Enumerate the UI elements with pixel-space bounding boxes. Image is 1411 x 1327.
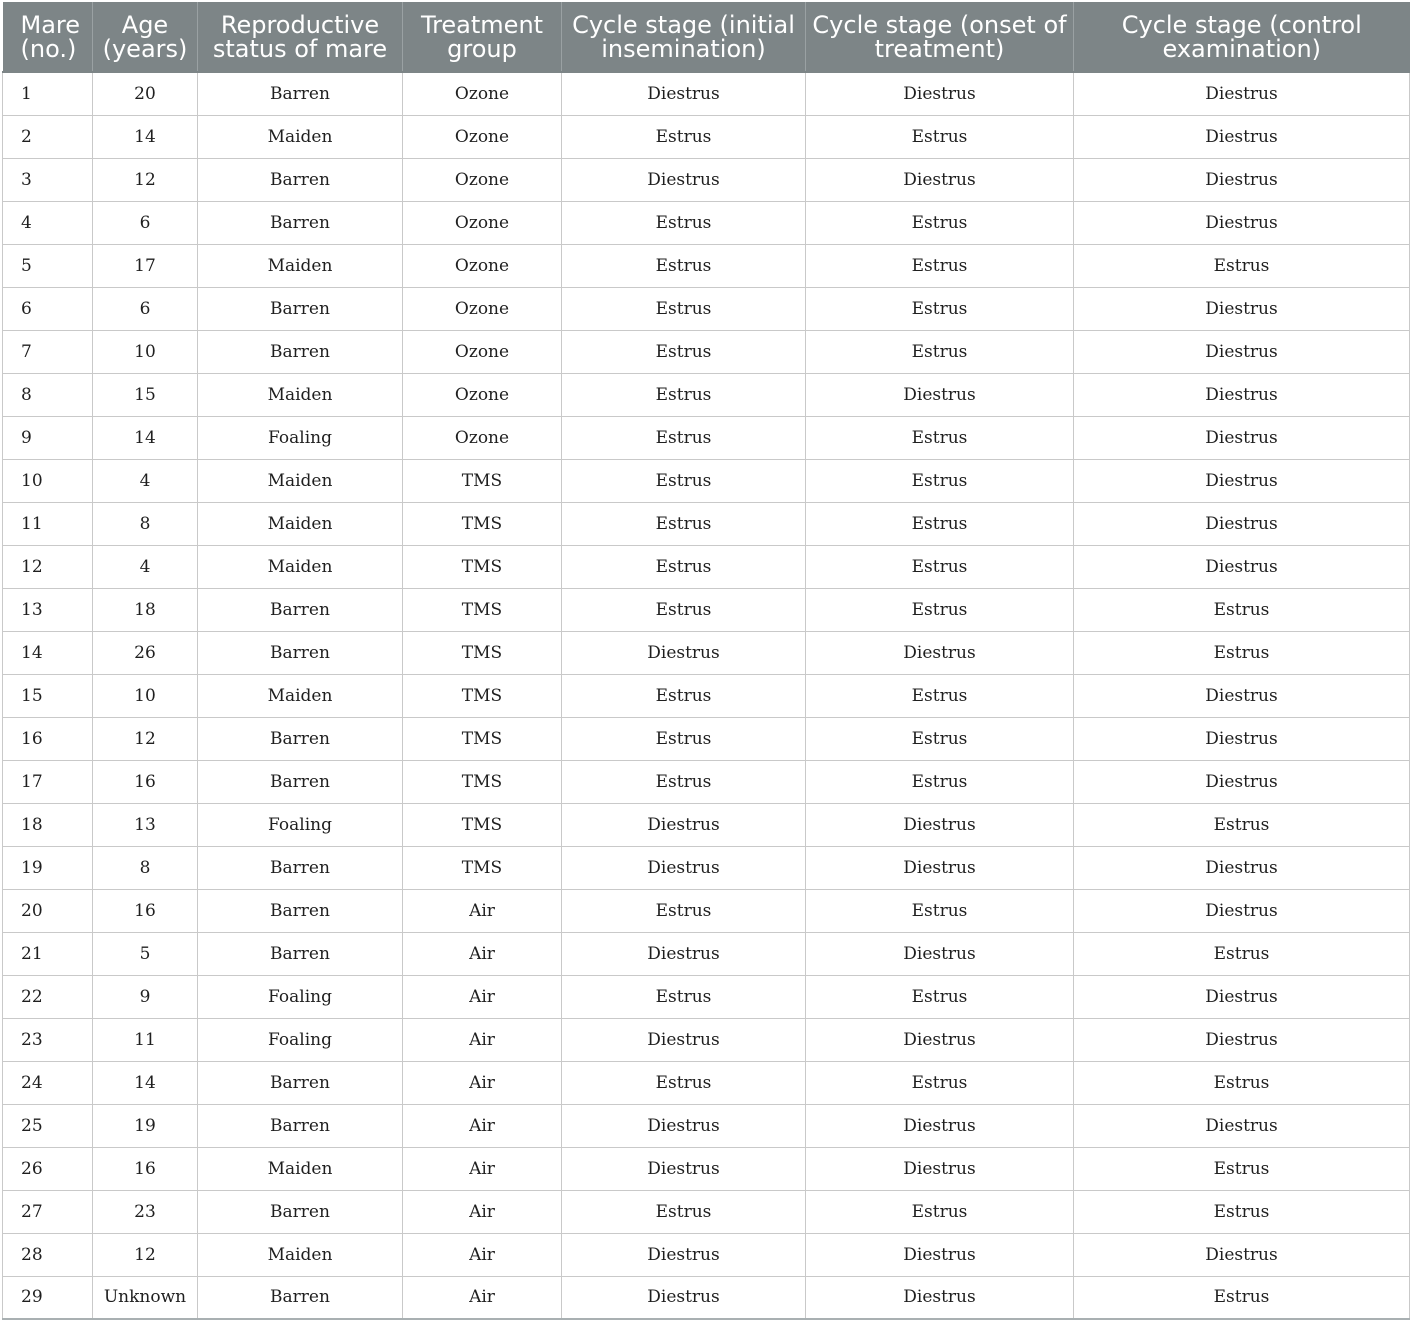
treatment-group-cell: TMS	[403, 588, 562, 631]
age-cell: 23	[93, 1190, 198, 1233]
table-row	[3, 244, 1410, 287]
cycle-control-examination-cell: Estrus	[1074, 932, 1410, 975]
treatment-group-cell: Ozone	[403, 244, 562, 287]
mare-no-cell: 18	[3, 803, 93, 846]
cycle-onset-treatment-cell: Estrus	[806, 244, 1074, 287]
treatment-group-cell: TMS	[403, 803, 562, 846]
table-row	[3, 502, 1410, 545]
reproductive-status-cell: Barren	[198, 158, 403, 201]
age-cell: 16	[93, 889, 198, 932]
table-row	[3, 1147, 1410, 1190]
cycle-control-examination-cell: Estrus	[1074, 1061, 1410, 1104]
cycle-onset-treatment-cell: Diestrus	[806, 803, 1074, 846]
treatment-group-cell: Air	[403, 932, 562, 975]
cycle-initial-insemination-cell: Estrus	[562, 1061, 806, 1104]
table-row	[3, 158, 1410, 201]
cycle-control-examination-cell: Diestrus	[1074, 158, 1410, 201]
reproductive-status-cell: Barren	[198, 588, 403, 631]
cycle-initial-insemination-cell: Estrus	[562, 760, 806, 803]
treatment-group-cell: Ozone	[403, 416, 562, 459]
mare-no-cell: 25	[3, 1104, 93, 1147]
cycle-onset-treatment-cell: Diestrus	[806, 373, 1074, 416]
table-row	[3, 330, 1410, 373]
mare-no-cell: 24	[3, 1061, 93, 1104]
mare-no-cell: 21	[3, 932, 93, 975]
cycle-onset-treatment-cell: Estrus	[806, 588, 1074, 631]
mare-no-cell: 26	[3, 1147, 93, 1190]
age-cell: 4	[93, 459, 198, 502]
treatment-group-cell: Ozone	[403, 115, 562, 158]
cycle-onset-treatment-cell: Diestrus	[806, 1147, 1074, 1190]
reproductive-status-cell: Foaling	[198, 416, 403, 459]
cycle-onset-treatment-cell: Diestrus	[806, 846, 1074, 889]
age-cell: 4	[93, 545, 198, 588]
cycle-initial-insemination-cell: Diestrus	[562, 631, 806, 674]
treatment-group-cell: Air	[403, 975, 562, 1018]
mare-no-cell: 10	[3, 459, 93, 502]
reproductive-status-cell: Barren	[198, 846, 403, 889]
treatment-group-cell: Air	[403, 889, 562, 932]
table-row	[3, 459, 1410, 502]
cycle-initial-insemination-cell: Estrus	[562, 502, 806, 545]
table-row	[3, 674, 1410, 717]
mare-no-cell: 3	[3, 158, 93, 201]
reproductive-status-cell: Barren	[198, 631, 403, 674]
mare-no-cell: 15	[3, 674, 93, 717]
age-cell: 12	[93, 717, 198, 760]
treatment-group-cell: Ozone	[403, 287, 562, 330]
table-row	[3, 545, 1410, 588]
treatment-group-cell: TMS	[403, 717, 562, 760]
cycle-onset-treatment-cell: Estrus	[806, 717, 1074, 760]
cycle-onset-treatment-cell: Estrus	[806, 459, 1074, 502]
cycle-initial-insemination-cell: Estrus	[562, 1190, 806, 1233]
mare-no-cell: 27	[3, 1190, 93, 1233]
cycle-control-examination-cell: Diestrus	[1074, 545, 1410, 588]
treatment-group-cell: Air	[403, 1276, 562, 1319]
reproductive-status-cell: Barren	[198, 287, 403, 330]
cycle-initial-insemination-cell: Estrus	[562, 889, 806, 932]
reproductive-status-cell: Maiden	[198, 373, 403, 416]
cycle-control-examination-cell: Diestrus	[1074, 287, 1410, 330]
age-cell: 19	[93, 1104, 198, 1147]
table-row	[3, 1061, 1410, 1104]
table-row	[3, 72, 1410, 115]
cycle-initial-insemination-cell: Estrus	[562, 545, 806, 588]
cycle-onset-treatment-cell: Estrus	[806, 889, 1074, 932]
cycle-onset-treatment-cell: Estrus	[806, 330, 1074, 373]
treatment-group-cell: Ozone	[403, 373, 562, 416]
cycle-control-examination-cell: Diestrus	[1074, 846, 1410, 889]
age-cell: 17	[93, 244, 198, 287]
treatment-group-cell: Ozone	[403, 201, 562, 244]
reproductive-status-cell: Barren	[198, 72, 403, 115]
age-cell: 6	[93, 287, 198, 330]
reproductive-status-cell: Maiden	[198, 502, 403, 545]
mare-no-cell: 16	[3, 717, 93, 760]
cycle-control-examination-cell: Diestrus	[1074, 1104, 1410, 1147]
treatment-group-cell: TMS	[403, 846, 562, 889]
table-row	[3, 1190, 1410, 1233]
mare-no-cell: 17	[3, 760, 93, 803]
cycle-initial-insemination-cell: Diestrus	[562, 1018, 806, 1061]
table-row	[3, 760, 1410, 803]
cycle-onset-treatment-cell: Estrus	[806, 287, 1074, 330]
cycle-control-examination-cell: Diestrus	[1074, 1233, 1410, 1276]
mare-no-cell: 13	[3, 588, 93, 631]
cycle-onset-treatment-cell: Diestrus	[806, 1104, 1074, 1147]
cycle-control-examination-cell: Diestrus	[1074, 459, 1410, 502]
reproductive-status-cell: Barren	[198, 1061, 403, 1104]
age-cell: 11	[93, 1018, 198, 1061]
cycle-control-examination-cell: Estrus	[1074, 631, 1410, 674]
treatment-group-cell: Ozone	[403, 72, 562, 115]
cycle-onset-treatment-cell: Estrus	[806, 201, 1074, 244]
cycle-onset-treatment-cell: Diestrus	[806, 1018, 1074, 1061]
age-cell: 20	[93, 72, 198, 115]
table-row	[3, 416, 1410, 459]
mare-no-cell: 29	[3, 1276, 93, 1319]
cycle-control-examination-cell: Estrus	[1074, 1190, 1410, 1233]
cycle-initial-insemination-cell: Estrus	[562, 244, 806, 287]
mare-no-cell: 11	[3, 502, 93, 545]
reproductive-status-cell: Barren	[198, 760, 403, 803]
age-cell: 6	[93, 201, 198, 244]
cycle-initial-insemination-cell: Diestrus	[562, 72, 806, 115]
mare-no-cell: 4	[3, 201, 93, 244]
reproductive-status-cell: Barren	[198, 932, 403, 975]
treatment-group-cell: Air	[403, 1190, 562, 1233]
reproductive-status-cell: Barren	[198, 201, 403, 244]
treatment-group-cell: TMS	[403, 674, 562, 717]
cycle-onset-treatment-cell: Diestrus	[806, 1233, 1074, 1276]
age-cell: 13	[93, 803, 198, 846]
treatment-group-cell: TMS	[403, 545, 562, 588]
treatment-group-cell: TMS	[403, 459, 562, 502]
cycle-control-examination-cell: Diestrus	[1074, 1018, 1410, 1061]
cycle-initial-insemination-cell: Diestrus	[562, 932, 806, 975]
cycle-control-examination-cell: Estrus	[1074, 803, 1410, 846]
reproductive-status-cell: Maiden	[198, 244, 403, 287]
cycle-initial-insemination-cell: Estrus	[562, 201, 806, 244]
cycle-initial-insemination-cell: Estrus	[562, 975, 806, 1018]
reproductive-status-cell: Maiden	[198, 115, 403, 158]
age-cell: 5	[93, 932, 198, 975]
treatment-group-cell: Air	[403, 1104, 562, 1147]
table-row	[3, 588, 1410, 631]
cycle-onset-treatment-cell: Diestrus	[806, 158, 1074, 201]
mare-no-cell: 5	[3, 244, 93, 287]
cycle-onset-treatment-cell: Estrus	[806, 502, 1074, 545]
reproductive-status-cell: Barren	[198, 1276, 403, 1319]
cycle-initial-insemination-cell: Estrus	[562, 115, 806, 158]
header-treatment-group: Treatment group	[403, 2, 562, 72]
cycle-initial-insemination-cell: Diestrus	[562, 1147, 806, 1190]
age-cell: 14	[93, 1061, 198, 1104]
cycle-initial-insemination-cell: Estrus	[562, 588, 806, 631]
header-mare-no: Mare (no.)	[3, 2, 93, 72]
table-row	[3, 1276, 1410, 1319]
mare-no-cell: 2	[3, 115, 93, 158]
age-cell: 26	[93, 631, 198, 674]
cycle-control-examination-cell: Diestrus	[1074, 330, 1410, 373]
age-cell: 8	[93, 502, 198, 545]
table-row	[3, 287, 1410, 330]
cycle-initial-insemination-cell: Diestrus	[562, 1276, 806, 1319]
cycle-initial-insemination-cell: Diestrus	[562, 803, 806, 846]
cycle-onset-treatment-cell: Estrus	[806, 1061, 1074, 1104]
header-age: Age (years)	[93, 2, 198, 72]
cycle-onset-treatment-cell: Estrus	[806, 975, 1074, 1018]
table-row	[3, 932, 1410, 975]
table-row	[3, 201, 1410, 244]
mare-no-cell: 9	[3, 416, 93, 459]
mare-no-cell: 8	[3, 373, 93, 416]
age-cell: 16	[93, 1147, 198, 1190]
age-cell: 12	[93, 158, 198, 201]
cycle-initial-insemination-cell: Diestrus	[562, 1233, 806, 1276]
cycle-control-examination-cell: Estrus	[1074, 244, 1410, 287]
mare-no-cell: 22	[3, 975, 93, 1018]
cycle-initial-insemination-cell: Estrus	[562, 674, 806, 717]
age-cell: 14	[93, 416, 198, 459]
cycle-onset-treatment-cell: Diestrus	[806, 932, 1074, 975]
treatment-group-cell: TMS	[403, 760, 562, 803]
treatment-group-cell: Ozone	[403, 330, 562, 373]
cycle-onset-treatment-cell: Estrus	[806, 1190, 1074, 1233]
cycle-onset-treatment-cell: Estrus	[806, 674, 1074, 717]
age-cell: 18	[93, 588, 198, 631]
cycle-initial-insemination-cell: Estrus	[562, 459, 806, 502]
age-cell: 16	[93, 760, 198, 803]
header-cycle-control-examination: Cycle stage (control examination)	[1074, 2, 1410, 72]
cycle-control-examination-cell: Diestrus	[1074, 760, 1410, 803]
table-row	[3, 373, 1410, 416]
reproductive-status-cell: Maiden	[198, 674, 403, 717]
age-cell: 14	[93, 115, 198, 158]
table-row	[3, 803, 1410, 846]
mare-no-cell: 19	[3, 846, 93, 889]
cycle-initial-insemination-cell: Diestrus	[562, 1104, 806, 1147]
mare-no-cell: 14	[3, 631, 93, 674]
age-cell: 8	[93, 846, 198, 889]
header-cycle-initial-insemination: Cycle stage (initial insemination)	[562, 2, 806, 72]
reproductive-status-cell: Barren	[198, 1190, 403, 1233]
header-row	[3, 2, 1410, 72]
reproductive-status-cell: Foaling	[198, 1018, 403, 1061]
cycle-control-examination-cell: Estrus	[1074, 588, 1410, 631]
cycle-initial-insemination-cell: Diestrus	[562, 846, 806, 889]
reproductive-status-cell: Foaling	[198, 803, 403, 846]
age-cell: 15	[93, 373, 198, 416]
header-reproductive-status: Reproductive status of mare	[198, 2, 403, 72]
age-cell: Unknown	[93, 1276, 198, 1319]
cycle-control-examination-cell: Diestrus	[1074, 502, 1410, 545]
table-header	[3, 2, 1410, 72]
cycle-control-examination-cell: Diestrus	[1074, 674, 1410, 717]
mare-no-cell: 7	[3, 330, 93, 373]
cycle-control-examination-cell: Diestrus	[1074, 416, 1410, 459]
cycle-initial-insemination-cell: Estrus	[562, 330, 806, 373]
table-row	[3, 115, 1410, 158]
table-row	[3, 631, 1410, 674]
cycle-control-examination-cell: Diestrus	[1074, 975, 1410, 1018]
age-cell: 10	[93, 330, 198, 373]
cycle-initial-insemination-cell: Estrus	[562, 373, 806, 416]
age-cell: 10	[93, 674, 198, 717]
cycle-control-examination-cell: Diestrus	[1074, 72, 1410, 115]
cycle-initial-insemination-cell: Estrus	[562, 416, 806, 459]
table-row	[3, 846, 1410, 889]
cycle-initial-insemination-cell: Estrus	[562, 287, 806, 330]
table-row	[3, 975, 1410, 1018]
mare-no-cell: 12	[3, 545, 93, 588]
mare-no-cell: 23	[3, 1018, 93, 1061]
table-row	[3, 889, 1410, 932]
reproductive-status-cell: Maiden	[198, 1233, 403, 1276]
cycle-onset-treatment-cell: Diestrus	[806, 1276, 1074, 1319]
mare-no-cell: 1	[3, 72, 93, 115]
treatment-group-cell: Ozone	[403, 158, 562, 201]
treatment-group-cell: TMS	[403, 502, 562, 545]
cycle-control-examination-cell: Estrus	[1074, 1276, 1410, 1319]
cycle-control-examination-cell: Diestrus	[1074, 115, 1410, 158]
mare-no-cell: 28	[3, 1233, 93, 1276]
treatment-group-cell: Air	[403, 1018, 562, 1061]
table-row	[3, 1233, 1410, 1276]
reproductive-status-cell: Barren	[198, 330, 403, 373]
reproductive-status-cell: Maiden	[198, 545, 403, 588]
cycle-onset-treatment-cell: Diestrus	[806, 631, 1074, 674]
reproductive-status-cell: Maiden	[198, 459, 403, 502]
header-cycle-onset-treatment: Cycle stage (onset of treatment)	[806, 2, 1074, 72]
treatment-group-cell: Air	[403, 1147, 562, 1190]
reproductive-status-cell: Barren	[198, 717, 403, 760]
mare-data-table	[2, 2, 1410, 1320]
age-cell: 9	[93, 975, 198, 1018]
cycle-control-examination-cell: Diestrus	[1074, 373, 1410, 416]
treatment-group-cell: TMS	[403, 631, 562, 674]
cycle-control-examination-cell: Diestrus	[1074, 717, 1410, 760]
treatment-group-cell: Air	[403, 1061, 562, 1104]
reproductive-status-cell: Maiden	[198, 1147, 403, 1190]
cycle-onset-treatment-cell: Estrus	[806, 416, 1074, 459]
cycle-onset-treatment-cell: Estrus	[806, 760, 1074, 803]
reproductive-status-cell: Foaling	[198, 975, 403, 1018]
reproductive-status-cell: Barren	[198, 1104, 403, 1147]
treatment-group-cell: Air	[403, 1233, 562, 1276]
age-cell: 12	[93, 1233, 198, 1276]
cycle-onset-treatment-cell: Estrus	[806, 545, 1074, 588]
cycle-onset-treatment-cell: Estrus	[806, 115, 1074, 158]
cycle-initial-insemination-cell: Diestrus	[562, 158, 806, 201]
cycle-control-examination-cell: Estrus	[1074, 1147, 1410, 1190]
table-row	[3, 1104, 1410, 1147]
mare-no-cell: 20	[3, 889, 93, 932]
table-body	[3, 72, 1410, 1319]
table-row	[3, 1018, 1410, 1061]
cycle-control-examination-cell: Diestrus	[1074, 889, 1410, 932]
cycle-onset-treatment-cell: Diestrus	[806, 72, 1074, 115]
mare-no-cell: 6	[3, 287, 93, 330]
table-row	[3, 717, 1410, 760]
cycle-initial-insemination-cell: Estrus	[562, 717, 806, 760]
reproductive-status-cell: Barren	[198, 889, 403, 932]
cycle-control-examination-cell: Diestrus	[1074, 201, 1410, 244]
